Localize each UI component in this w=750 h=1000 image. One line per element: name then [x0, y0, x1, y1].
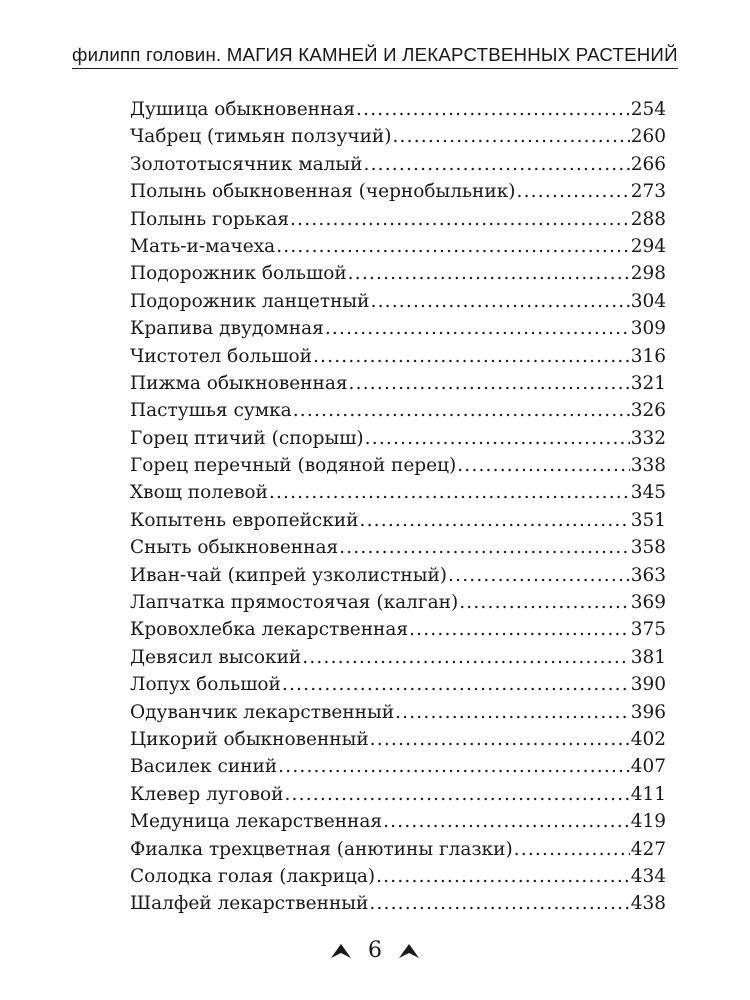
- toc-entry: [130, 589, 666, 616]
- toc-entry: [130, 507, 666, 534]
- toc-entry-page-number: 266: [630, 153, 666, 175]
- toc-entry-title: Медуница лекарственная: [130, 811, 383, 833]
- arrowhead-ornament-icon: [331, 944, 351, 958]
- toc-entry-title: Пастушья сумка: [130, 400, 292, 422]
- toc-entry-page-number: 434: [630, 865, 666, 887]
- toc-dot-leader: [325, 315, 630, 342]
- toc-entry-title: Золототысячник малый: [130, 153, 363, 175]
- toc-dot-leader: [448, 562, 630, 589]
- toc-entry-title: Клевер луговой: [130, 783, 284, 805]
- toc-entry-title: Копытень европейский: [130, 509, 359, 531]
- toc-entry: [130, 753, 666, 780]
- toc-entry-page-number: 273: [630, 181, 666, 203]
- toc-entry-page-number: 351: [630, 509, 666, 531]
- toc-dot-leader: [369, 890, 629, 917]
- header-author: филипп головин.: [72, 44, 222, 65]
- page-footer: [0, 936, 750, 966]
- toc-entry-page-number: 381: [630, 646, 666, 668]
- toc-entry-page-number: 309: [630, 318, 666, 340]
- toc-dot-leader: [370, 288, 629, 315]
- toc-dot-leader: [339, 534, 630, 561]
- toc-dot-leader: [269, 479, 630, 506]
- toc-entry-title: Хвощ полевой: [130, 482, 268, 504]
- toc-dot-leader: [356, 96, 630, 123]
- toc-entry: [130, 151, 666, 178]
- toc-entry: [130, 315, 666, 342]
- toc-entry: [130, 123, 666, 150]
- toc-entry-title: Цикорий обыкновенный: [130, 728, 369, 750]
- toc-entry-page-number: 369: [630, 592, 666, 614]
- toc-dot-leader: [517, 178, 630, 205]
- toc-dot-leader: [376, 863, 630, 890]
- toc-entry-title: Лопух большой: [130, 674, 281, 696]
- toc-entry-title: Чабрец (тимьян ползучий): [130, 126, 392, 148]
- toc-entry-title: Одуванчик лекарственный: [130, 701, 395, 723]
- toc-entry: [130, 452, 666, 479]
- toc-entry: [130, 96, 666, 123]
- toc-entry-title: Чистотел большой: [130, 345, 312, 367]
- toc-entry-page-number: 396: [630, 701, 666, 723]
- toc-entry: [130, 671, 666, 698]
- toc-entry-title: Горец перечный (водяной перец): [130, 455, 457, 477]
- page-number: 6: [368, 938, 382, 963]
- toc-entry-page-number: 321: [630, 372, 666, 394]
- toc-dot-leader: [395, 699, 630, 726]
- toc-entry-page-number: 288: [630, 208, 666, 230]
- toc-entry-page-number: 254: [630, 99, 666, 120]
- toc-entry-title: Мать-и-мачеха: [130, 235, 276, 257]
- toc-dot-leader: [457, 452, 629, 479]
- toc-entry: [130, 288, 666, 315]
- toc-dot-leader: [365, 425, 630, 452]
- toc-dot-leader: [313, 343, 630, 370]
- toc-entry-title: Шалфей лекарственный: [130, 893, 369, 915]
- toc-entry: [130, 178, 666, 205]
- toc-entry-title: Подорожник большой: [130, 263, 347, 285]
- toc-entry-page-number: 304: [630, 290, 666, 312]
- toc-entry-page-number: 298: [630, 263, 666, 285]
- toc-entry-title: Сныть обыкновенная: [130, 537, 339, 559]
- toc-dot-leader: [282, 671, 630, 698]
- toc-entry-page-number: 294: [630, 235, 666, 257]
- table-of-contents: [130, 96, 666, 918]
- arrowhead-ornament-icon: [399, 944, 419, 958]
- toc-entry: [130, 260, 666, 287]
- toc-dot-leader: [284, 781, 629, 808]
- toc-dot-leader: [302, 644, 629, 671]
- toc-entry: [130, 616, 666, 643]
- toc-entry-page-number: 375: [630, 619, 666, 641]
- toc-dot-leader: [363, 151, 629, 178]
- toc-entry-page-number: 260: [630, 126, 666, 148]
- toc-entry-page-number: 363: [630, 564, 666, 586]
- toc-entry-page-number: 407: [630, 756, 666, 778]
- toc-entry-page-number: 419: [630, 811, 666, 833]
- toc-entry: [130, 479, 666, 506]
- toc-dot-leader: [349, 370, 630, 397]
- toc-entry-title: Горец птичий (спорыш): [130, 427, 364, 449]
- toc-entry: [130, 781, 666, 808]
- toc-dot-leader: [276, 233, 630, 260]
- toc-entry-page-number: 338: [630, 455, 666, 477]
- toc-entry-page-number: 316: [630, 345, 666, 367]
- toc-entry-title: Кровохлебка лекарственная: [130, 619, 409, 641]
- toc-entry: [130, 890, 666, 917]
- toc-entry-title: Лапчатка прямостоячая (калган): [130, 592, 459, 614]
- toc-entry-title: Девясил высокий: [130, 646, 302, 668]
- toc-entry-title: Фиалка трехцветная (анютины глазки): [130, 838, 513, 860]
- toc-entry: [130, 726, 666, 753]
- toc-dot-leader: [514, 836, 630, 863]
- toc-entry-page-number: 427: [630, 838, 666, 860]
- toc-dot-leader: [278, 753, 630, 780]
- toc-entry-page-number: 411: [630, 783, 666, 805]
- toc-entry: [130, 397, 666, 424]
- toc-dot-leader: [459, 589, 630, 616]
- toc-entry-title: Крапива двудомная: [130, 318, 324, 340]
- toc-entry-page-number: 390: [630, 674, 666, 696]
- toc-entry-title: Полынь обыкновенная (чернобыльник): [130, 181, 516, 203]
- toc-dot-leader: [370, 726, 630, 753]
- toc-dot-leader: [290, 206, 630, 233]
- header-book-title: МАГИЯ КАМНЕЙ И ЛЕКАРСТВЕННЫХ РАСТЕНИЙ: [226, 44, 678, 65]
- toc-entry: [130, 343, 666, 370]
- toc-entry: [130, 534, 666, 561]
- toc-entry: [130, 644, 666, 671]
- toc-dot-leader: [293, 397, 630, 424]
- toc-entry: [130, 206, 666, 233]
- toc-entry: [130, 808, 666, 835]
- toc-dot-leader: [409, 616, 630, 643]
- toc-entry-page-number: 345: [630, 482, 666, 504]
- toc-dot-leader: [348, 260, 630, 287]
- toc-entry-title: Подорожник ланцетный: [130, 290, 370, 312]
- running-header: [72, 42, 678, 69]
- toc-entry: [130, 562, 666, 589]
- toc-entry-title: Пижма обыкновенная: [130, 372, 348, 394]
- toc-entry: [130, 425, 666, 452]
- toc-entry: [130, 370, 666, 397]
- toc-dot-leader: [392, 123, 629, 150]
- toc-entry: [130, 699, 666, 726]
- toc-entry-page-number: 326: [630, 400, 666, 422]
- toc-entry-title: Полынь горькая: [130, 208, 290, 230]
- toc-entry-title: Василек синий: [130, 756, 278, 778]
- toc-entry-page-number: 402: [630, 728, 666, 750]
- toc-entry: [130, 836, 666, 863]
- toc-entry-page-number: 438: [630, 893, 666, 915]
- toc-dot-leader: [383, 808, 630, 835]
- toc-entry-page-number: 358: [630, 537, 666, 559]
- toc-entry: [130, 233, 666, 260]
- toc-entry: [130, 863, 666, 890]
- toc-entry-title: Солодка голая (лакрица): [130, 865, 376, 887]
- toc-entry-title: Иван-чай (кипрей узколистный): [130, 564, 448, 586]
- toc-entry-page-number: 332: [630, 427, 666, 449]
- toc-entry-title: Душица обыкновенная: [130, 99, 356, 120]
- toc-dot-leader: [360, 507, 630, 534]
